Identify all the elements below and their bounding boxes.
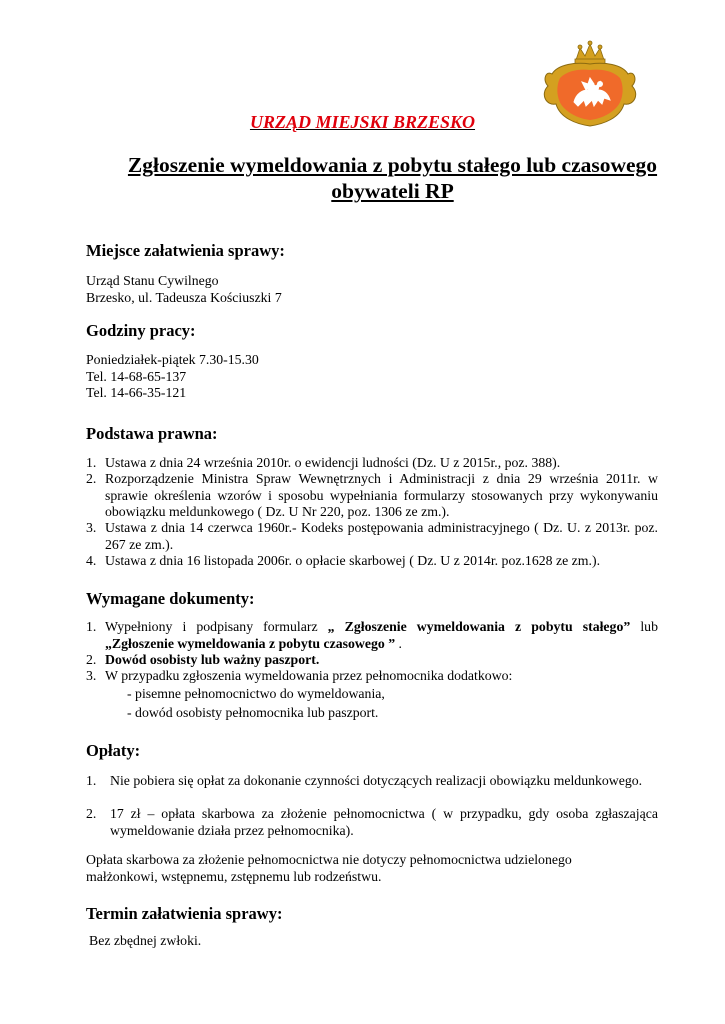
legal-item-num: 3. [86,520,97,535]
legal-item-text: Ustawa z dnia 24 września 2010r. o ewidencji ludności (Dz. U z 2015r., poz. 388). [105,455,561,470]
deadline-text: Bez zbędnej zwłoki. [89,933,202,948]
document-subitem: - dowód osobisty pełnomocnika lub paszport. [127,705,379,720]
fee-note: Opłata skarbowa za złożenie pełnomocnictwa nie dotyczy pełnomocnictwa udzielonego małżonkowi, wstępnemu, zstępnemu lub rodzeństwu. [86,852,572,884]
doc1-mid: lub [630,619,658,634]
legal-item-num: 1. [86,455,97,470]
office-name [0,112,725,133]
documents-heading: Wymagane dokumenty: [86,589,255,608]
place-line: Urząd Stanu Cywilnego [86,273,219,288]
fee-item-text: Nie pobiera się opłat za dokonanie czynności dotyczących realizacji obowiązku meldunkowego. [110,773,643,788]
legal-item-num: 2. [86,471,97,486]
document-item-text: Dowód osobisty lub ważny paszport. [105,652,320,667]
doc1-form-temporary: „Zgłoszenie wymeldowania z pobytu czasowego ” [105,635,396,651]
document-item-text [105,619,658,652]
place-heading: Miejsce załatwienia sprawy: [86,241,285,260]
legal-item-text: Rozporządzenie Ministra Spraw Wewnętrznych i Administracji z dnia 29 września 2011r. w sprawie określenia wzorów i sposobu wypełniania formularzy stosowanych przy wykonywaniu obowiązku meldunkowego ( Dz. U Nr 220, poz. 1306 ze zm.). [105,471,658,519]
legal-item-text: Ustawa z dnia 16 listopada 2006r. o opłacie skarbowej ( Dz. U z 2014r. poz.1628 ze zm.). [105,553,601,568]
hours-heading: Godziny pracy: [86,321,196,340]
place-line: Brzesko, ul. Tadeusza Kościuszki 7 [86,289,282,305]
doc1-pre: Wypełniony i podpisany formularz [105,619,328,634]
fee-item-num: 1. [86,773,97,788]
office-name-text: URZĄD MIEJSKI BRZESKO [249,112,476,132]
fee-item-text: 17 zł – opłata skarbowa za złożenie pełnomocnictwa ( w przypadku, gdy osoba zgłaszająca wymeldowanie działa przez pełnomocnika). [110,806,658,838]
hours-line: Poniedziałek-piątek 7.30-15.30 [86,352,259,367]
document-item-num: 1. [86,619,97,634]
document-item-num: 3. [86,668,97,683]
deadline-heading: Termin załatwienia sprawy: [86,904,283,923]
document-subitem: - pisemne pełnomocnictwo do wymeldowania, [127,686,385,701]
legal-heading: Podstawa prawna: [86,424,218,443]
hours-lines [86,352,259,402]
document-item-num: 2. [86,652,97,667]
place-lines [86,273,282,306]
phone-line: Tel. 14-68-65-137 [86,368,187,384]
fees-heading: Opłaty: [86,741,141,760]
doc1-end: . [395,635,403,651]
phone-line: Tel. 14-66-35-121 [86,385,187,400]
legal-item-text: Ustawa z dnia 14 czerwca 1960r.- Kodeks postępowania administracyjnego ( Dz. U. z 2013r. poz. 267 ze zm.). [105,520,658,552]
title-line-1: Zgłoszenie wymeldowania z pobytu stałego lub czasowego [127,153,658,177]
document-title [60,152,725,204]
document-item-text: W przypadku zgłoszenia wymeldowania przez pełnomocnika dodatkowo: [105,668,513,683]
fee-item-num: 2. [86,806,97,821]
title-line-2: obywateli RP [331,179,454,203]
doc1-form-permanent: „ Zgłoszenie wymeldowania z pobytu stałego” [327,619,631,634]
legal-item-num: 4. [86,553,97,568]
